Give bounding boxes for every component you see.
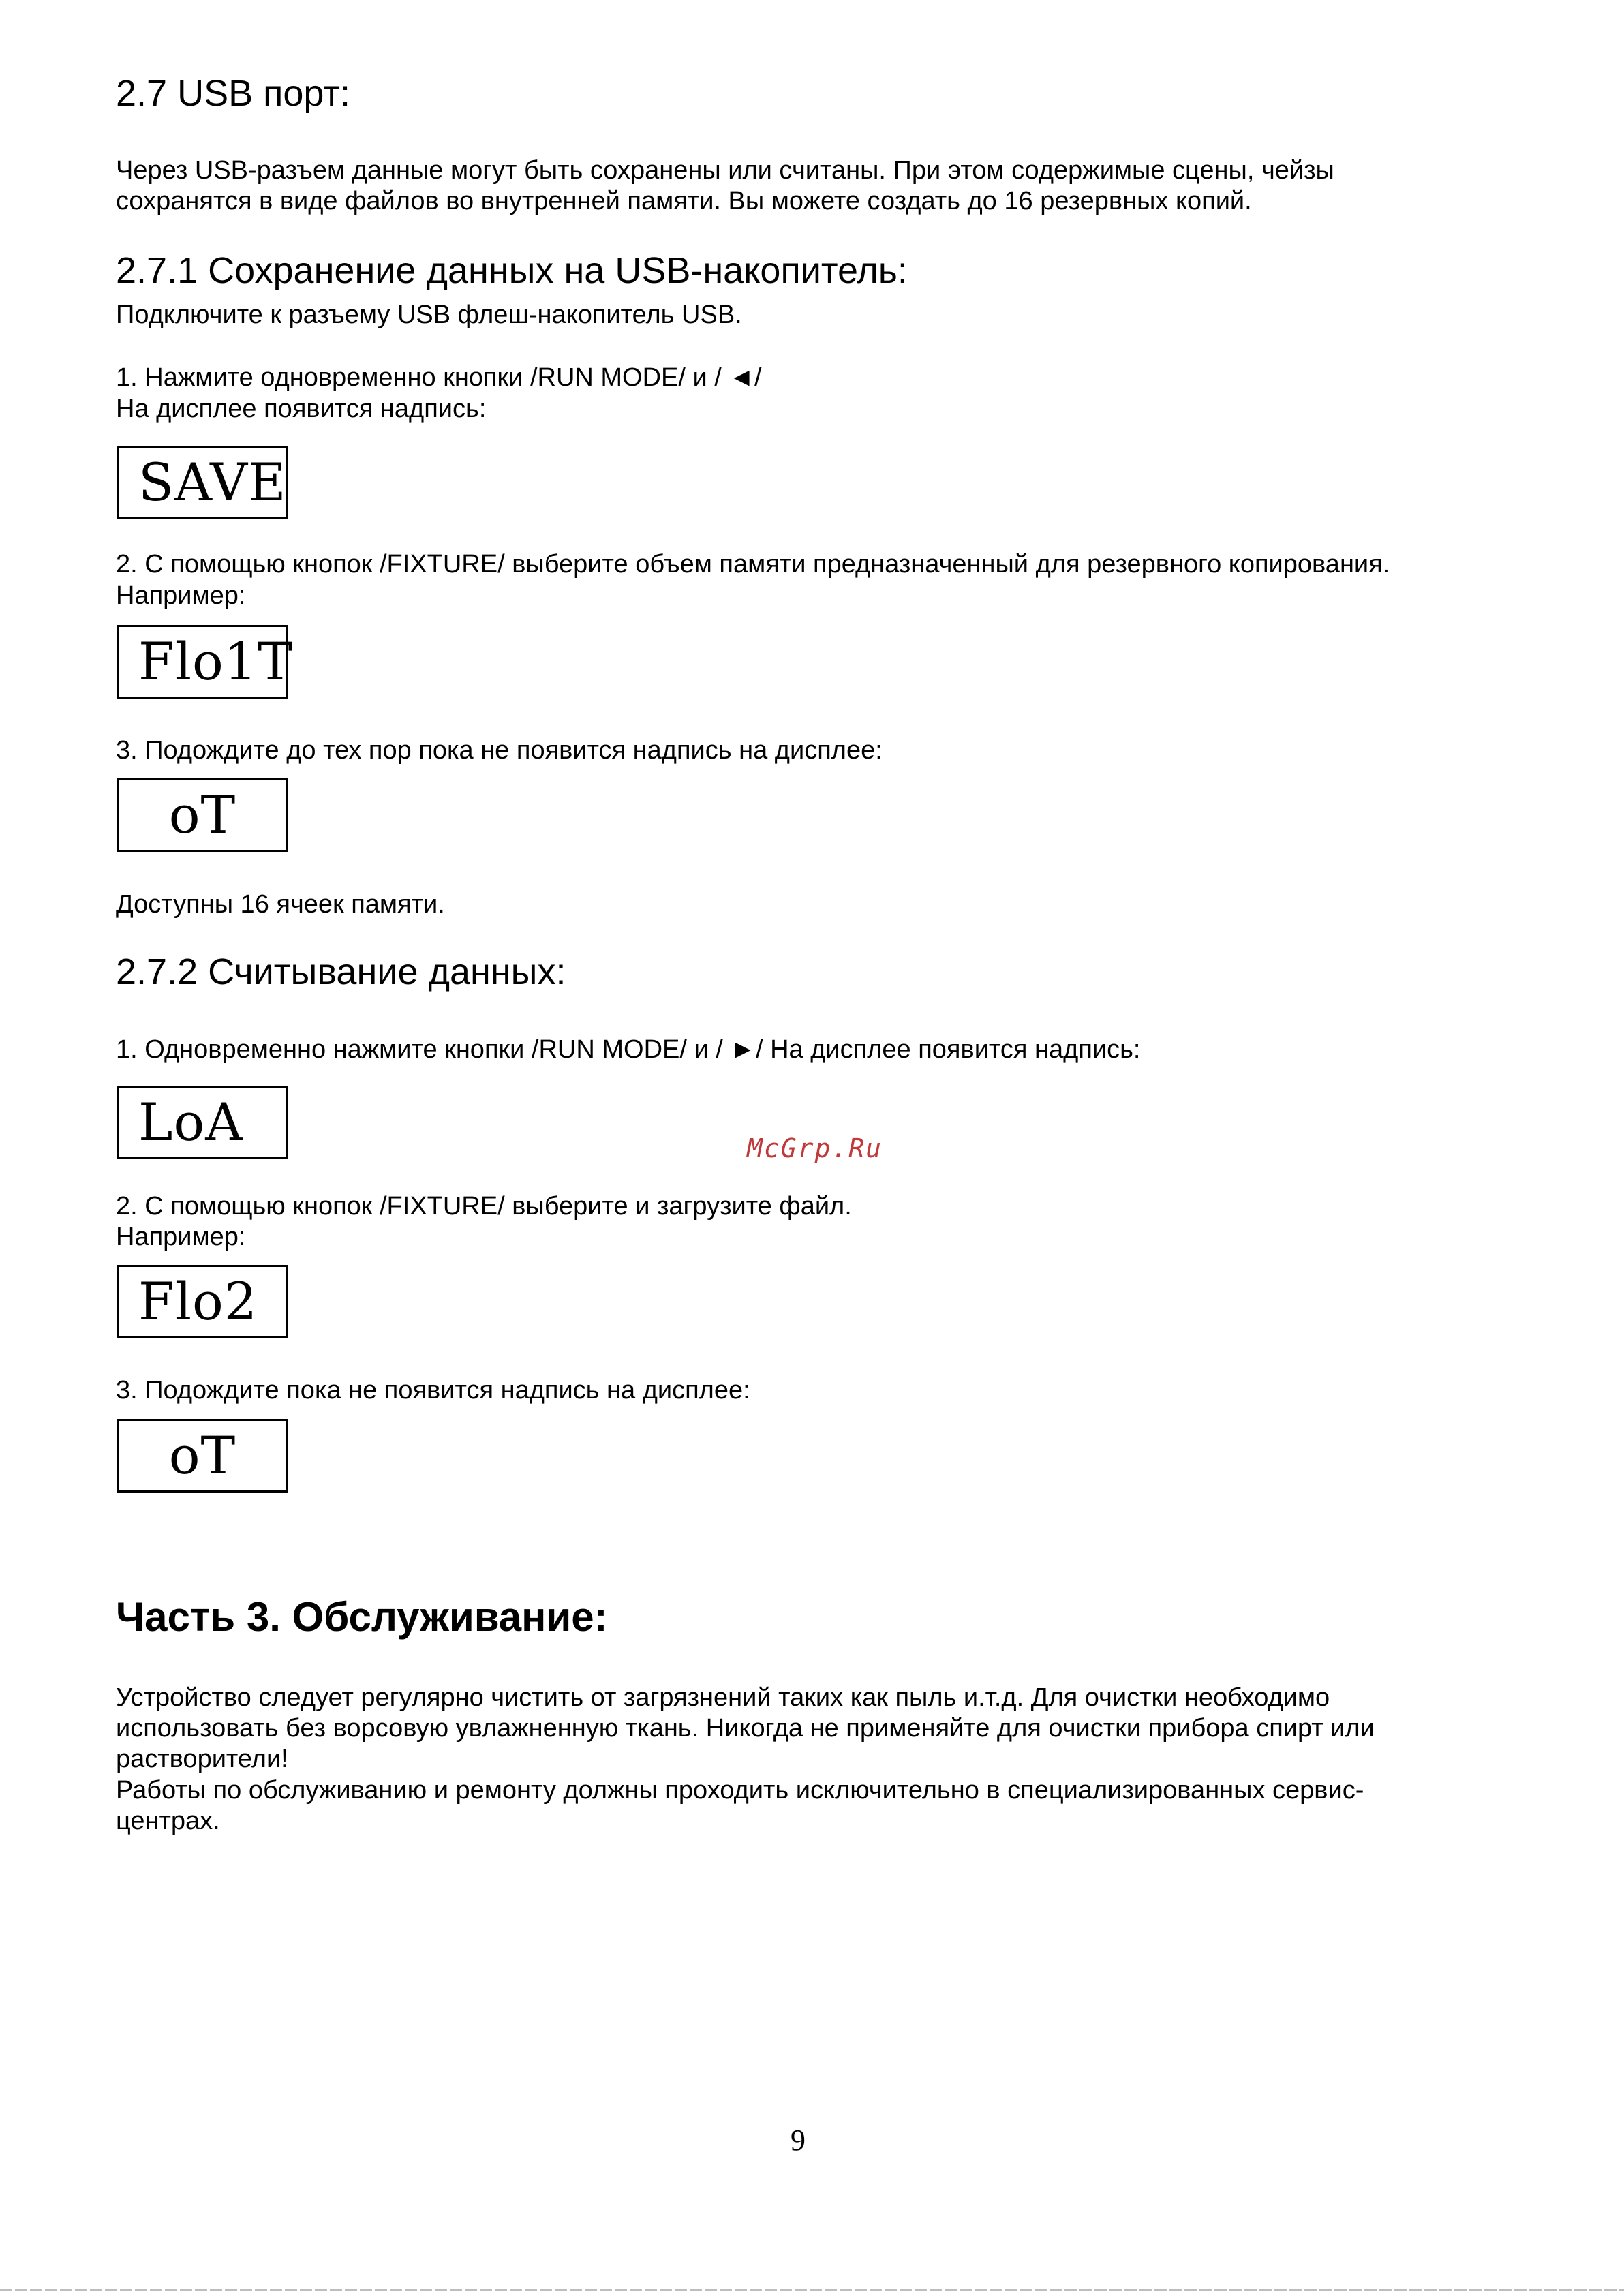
save-step-1-line-1: 1. Нажмите одновременно кнопки /RUN MODE/ и / ◄/ [116,363,762,392]
display-loa: LoA [117,1086,288,1159]
display-flo1t: Flo1T [117,625,288,699]
part-3-title: Часть 3. Обслуживание: [116,1594,608,1640]
load-step-2-line-2: Например: [116,1223,246,1251]
maintenance-line-4: Работы по обслуживанию и ремонту должны проходить исключительно в специализированных сервис- [116,1776,1364,1805]
display-ot-save: oT [117,778,288,852]
display-flo2: Flo2 [117,1265,288,1338]
section-2-7-intro-line-2: сохранятся в виде файлов во внутренней памяти. Вы можете создать до 16 резервных копий. [116,187,1252,215]
save-step-2-line-1: 2. С помощью кнопок /FIXTURE/ выберите объем памяти предназначенный для резервного копирования. [116,550,1390,579]
maintenance-line-5: центрах. [116,1807,220,1835]
save-step-2-line-2: Например: [116,581,246,610]
memory-cells-note: Доступны 16 ячеек памяти. [116,890,445,919]
display-ot-load: oT [117,1419,288,1493]
maintenance-line-3: растворители! [116,1745,288,1773]
load-step-1: 1. Одновременно нажмите кнопки /RUN MODE/ и / ►/ На дисплее появится надпись: [116,1035,1141,1064]
display-save: SAVE [117,446,288,519]
load-step-3: 3. Подождите пока не появится надпись на дисплее: [116,1376,750,1405]
section-2-7-intro-line-1: Через USB-разъем данные могут быть сохранены или считаны. При этом содержимые сцены, чейзы [116,156,1334,185]
load-step-2-line-1: 2. С помощью кнопок /FIXTURE/ выберите и загрузите файл. [116,1192,852,1221]
section-2-7-2-title: 2.7.2 Считывание данных: [116,951,566,992]
section-2-7-1-connect-text: Подключите к разъему USB флеш-накопитель USB. [116,301,742,329]
section-2-7-1-title: 2.7.1 Сохранение данных на USB-накопитель: [116,250,908,291]
page-number: 9 [791,2124,806,2157]
page-bottom-divider [0,2289,1624,2291]
watermark: McGrp.Ru [747,1133,883,1163]
save-step-1-line-2: На дисплее появится надпись: [116,395,487,423]
section-2-7-title: 2.7 USB порт: [116,73,350,114]
save-step-3: 3. Подождите до тех пор пока не появится надпись на дисплее: [116,736,883,765]
maintenance-line-1: Устройство следует регулярно чистить от загрязнений таких как пыль и.т.д. Для очистки необходимо [116,1683,1330,1712]
maintenance-line-2: использовать без ворсовую увлажненную ткань. Никогда не применяйте для очистки прибора спирт или [116,1714,1375,1743]
